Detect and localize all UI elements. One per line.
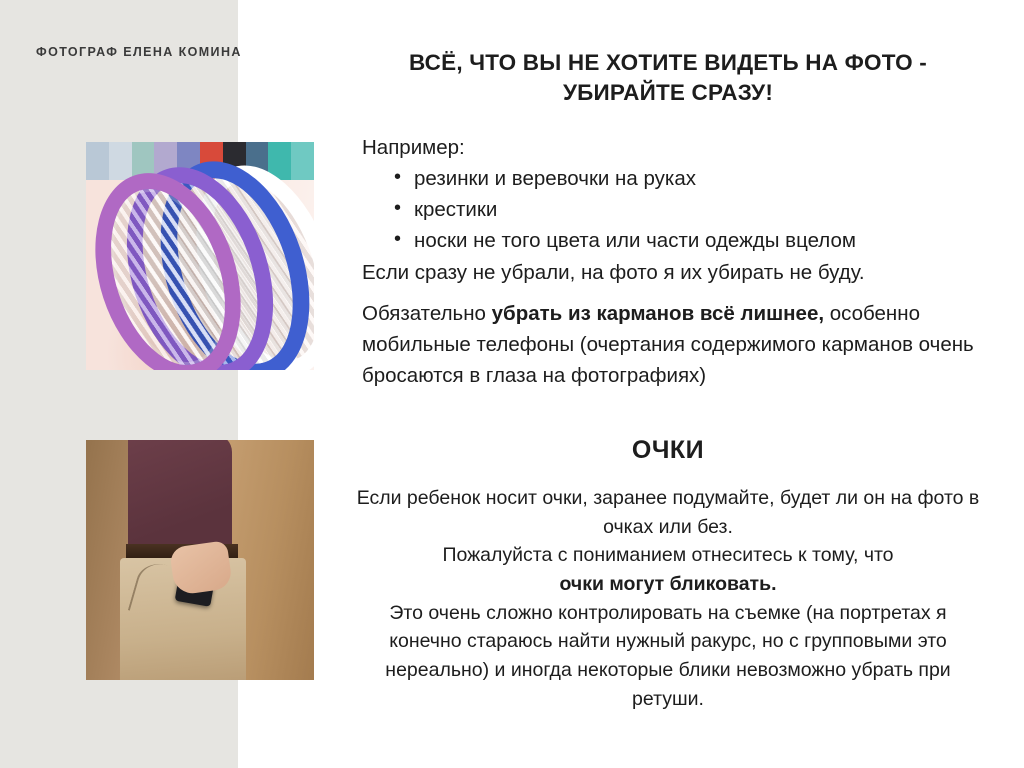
bullet-list <box>362 163 982 256</box>
intro-note: Если сразу не убрали, на фото я их убирать не буду. <box>362 260 865 284</box>
photographer-credit: ФОТОГРАФ ЕЛЕНА КОМИНА <box>36 45 242 59</box>
pockets-lead: Обязательно <box>362 302 492 325</box>
glasses-paragraph <box>356 484 980 713</box>
glasses-line-4: Это очень сложно контролировать на съемке (на портретах я конечно стараюсь найти нужный ракурс, но с групповыми это нереально) и иногда некоторые блики невозможно убрать при ретуши. <box>385 601 951 710</box>
hand-in-trouser-pocket-photo <box>86 440 314 680</box>
glasses-line-2: Пожалуйста с пониманием отнеситесь к тому, что <box>442 544 894 567</box>
slide-title: ВСЁ, ЧТО ВЫ НЕ ХОТИТЕ ВИДЕТЬ НА ФОТО - УБИРАЙТЕ СРАЗУ! <box>409 50 927 105</box>
pockets-paragraph <box>362 298 974 391</box>
hair-ties-on-wrist-photo <box>86 142 314 370</box>
list-item: • крестики <box>390 194 982 225</box>
shirt <box>128 440 232 554</box>
intro-label: Например: <box>362 136 465 159</box>
list-item: • носки не того цвета или части одежды вцелом <box>390 225 982 256</box>
swatch <box>291 142 314 180</box>
glasses-line-1: Если ребенок носит очки, заранее подумайте, будет ли он на фото в очках или без. <box>356 487 980 538</box>
glasses-line-3 <box>356 570 980 599</box>
glasses-bold: очки могут бликовать. <box>559 572 777 595</box>
list-item: • резинки и веревочки на руках <box>390 163 982 194</box>
pockets-rest: особенно мобильные телефоны (очертания содержимого карманов очень бросаются в глаза на фотографиях) <box>362 302 974 388</box>
pockets-bold: убрать из карманов всё лишнее, <box>491 302 825 325</box>
swatch <box>86 142 109 180</box>
intro-block <box>362 132 982 288</box>
glasses-heading: ОЧКИ <box>631 436 705 464</box>
swatch <box>109 142 132 180</box>
text-column <box>344 0 1004 768</box>
